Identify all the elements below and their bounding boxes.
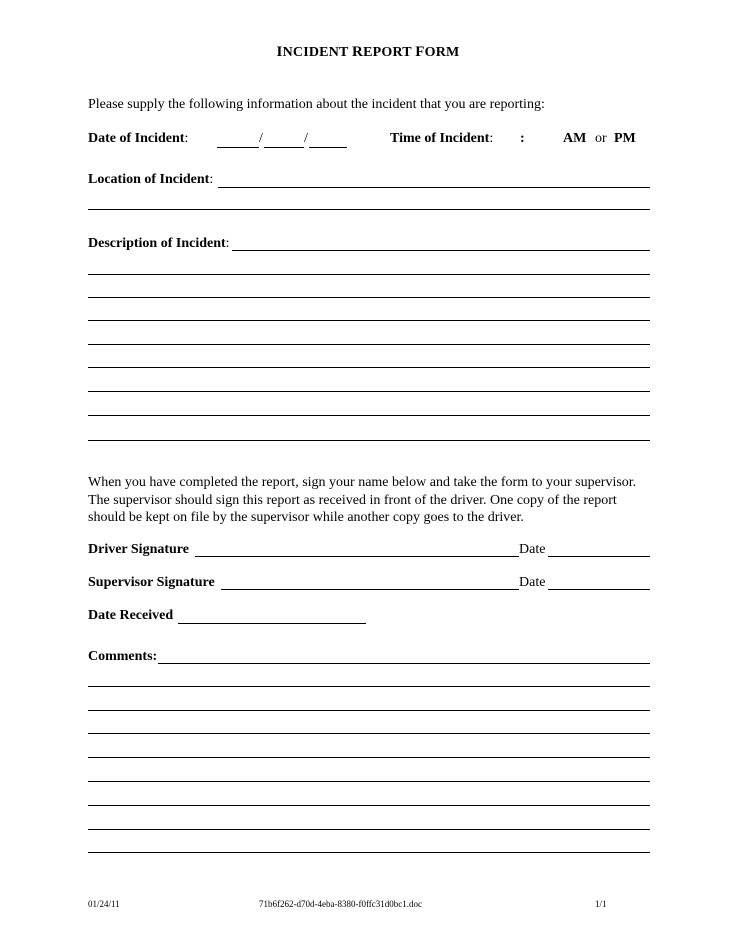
date-of-incident-label: Date of Incident: [88,131,189,146]
description-of-incident-label: Description of Incident: [88,236,230,251]
supervisor-signature-field[interactable] [221,589,519,590]
date-received-label: Date Received [88,608,174,623]
date-month-field[interactable] [217,147,259,148]
am-option[interactable]: AM [563,131,587,146]
driver-date-field[interactable] [548,556,650,557]
comments-field-line[interactable] [88,757,650,758]
location-of-incident-label: Location of Incident: [88,172,214,187]
driver-signature-label: Driver Signature [88,542,189,557]
description-field-line[interactable] [88,320,650,321]
driver-signature-field[interactable] [195,556,519,557]
comments-label: Comments: [88,649,158,664]
location-field-line[interactable] [88,209,650,210]
description-field-line[interactable] [88,391,650,392]
description-field-line[interactable] [232,250,650,251]
comments-field-line[interactable] [88,805,650,806]
footer-date: 01/24/11 [88,899,120,909]
date-received-field[interactable] [178,623,366,624]
supervisor-signature-label: Supervisor Signature [88,575,215,590]
date-day-field[interactable] [264,147,304,148]
comments-field-line[interactable] [88,852,650,853]
comments-field-line[interactable] [158,663,650,664]
description-field-line[interactable] [88,367,650,368]
supervisor-date-label: Date [519,575,546,590]
description-field-line[interactable] [88,297,650,298]
comments-field-line[interactable] [88,733,650,734]
comments-field-line[interactable] [88,781,650,782]
description-field-line[interactable] [88,344,650,345]
date-year-field[interactable] [309,147,347,148]
driver-date-label: Date [519,542,546,557]
or-text: or [595,131,607,146]
location-field-line[interactable] [218,187,650,188]
description-field-line[interactable] [88,440,650,441]
instructions-paragraph: When you have completed the report, sign your name below and take the form to your supervisor. The supervisor should sign this report as received in front of the driver. One copy of the report should be kept on file by the supervisor while another copy goes to the driver. [88,475,637,525]
page-title: INCIDENT REPORT FORM [276,44,460,60]
date-separator: / [304,131,308,146]
comments-field-line[interactable] [88,710,650,711]
footer-filename: 71b6f262-d70d-4eba-8380-f0ffc31d0bc1.doc [259,899,423,909]
intro-text: Please supply the following information about the incident that you are reporting: [88,97,545,112]
date-separator: / [259,131,263,146]
time-colon[interactable]: : [520,131,525,146]
supervisor-date-field[interactable] [548,589,650,590]
comments-field-line[interactable] [88,829,650,830]
description-field-line[interactable] [88,415,650,416]
comments-field-line[interactable] [88,686,650,687]
footer-page-number: 1/1 [595,899,607,909]
pm-option[interactable]: PM [614,131,636,146]
description-field-line[interactable] [88,274,650,275]
time-of-incident-label: Time of Incident: [390,131,494,146]
